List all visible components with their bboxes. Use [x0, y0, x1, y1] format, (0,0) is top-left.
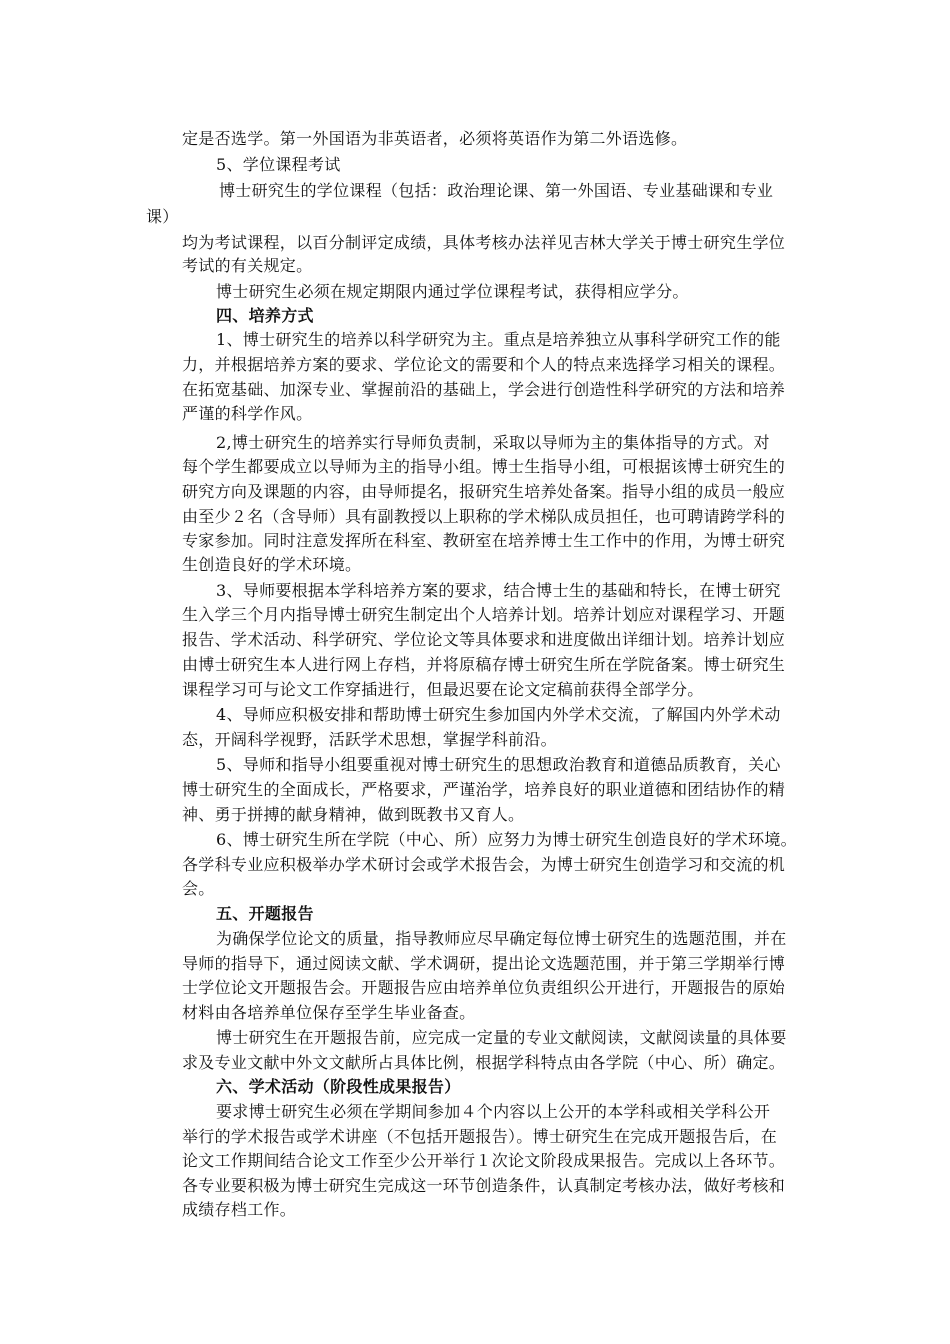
text-line: 求及专业文献中外文文献所占具体比例，根据学科特点由各学院（中心、所）确定。: [182, 1053, 786, 1072]
text-line: 考试的有关规定。: [182, 256, 313, 275]
text-line: 士学位论文开题报告会。开题报告应由培养单位负责组织公开进行，开题报告的原始: [182, 978, 786, 997]
text-line: 研究方向及课题的内容，由导师提名，报研究生培养处备案。指导小组的成员一般应: [182, 482, 786, 501]
section-heading: 六、学术活动（阶段性成果报告）: [216, 1077, 461, 1096]
text-line: 报告、学术活动、科学研究、学位论文等具体要求和进度做出详细计划。培养计划应: [182, 630, 786, 649]
text-line: 态，开阔科学视野，活跃学术思想，掌握学科前沿。: [182, 730, 557, 749]
text-line: 力，并根据培养方案的要求、学位论文的需要和个人的特点来选择学习相关的课程。: [182, 355, 786, 374]
section-heading: 四、培养方式: [216, 306, 314, 325]
text-line: 论文工作期间结合论文工作至少公开举行１次论文阶段成果报告。完成以上各环节。: [182, 1151, 786, 1170]
text-line: 专家参加。同时注意发挥所在科室、教研室在培养博士生工作中的作用，为博士研究: [182, 531, 786, 550]
text-line: 成绩存档工作。: [182, 1200, 297, 1219]
text-line: 举行的学术报告或学术讲座（不包括开题报告）。博士研究生在完成开题报告后，在: [182, 1127, 778, 1146]
paragraph-start: 1、博士研究生的培养以科学研究为主。重点是培养独立从事科学研究工作的能: [216, 330, 781, 349]
paragraph-start: 3、导师要根据本学科培养方案的要求，结合博士生的基础和特长，在博士研究: [216, 581, 781, 600]
text-line: 会。: [182, 879, 215, 898]
text-line: 在拓宽基础、加深专业、掌握前沿的基础上，学会进行创造性科学研究的方法和培养: [182, 380, 786, 399]
section-heading: 5、学位课程考试: [216, 155, 341, 174]
paragraph-start: 为确保学位论文的质量，指导教师应尽早确定每位博士研究生的选题范围，并在: [216, 929, 787, 948]
text-line: 各专业要积极为博士研究生完成这一环节创造条件，认真制定考核办法，做好考核和: [182, 1176, 786, 1195]
paragraph-start: 2,博士研究生的培养实行导师负责制，采取以导师为主的集体指导的方式。对: [216, 433, 770, 452]
paragraph-start: 博士研究生必须在规定期限内通过学位课程考试，获得相应学分。: [216, 282, 689, 301]
text-line: 定是否选学。第一外国语为非英语者，必须将英语作为第二外语选修。: [182, 129, 688, 148]
text-line: 神、勇于拼搏的献身精神，做到既教书又育人。: [182, 805, 525, 824]
paragraph-start: 4、导师应积极安排和帮助博士研究生参加国内外学术交流，了解国内外学术动: [216, 705, 781, 724]
paragraph-start: 博士研究生在开题报告前，应完成一定量的专业文献阅读，文献阅读量的具体要: [216, 1028, 787, 1047]
text-line: 生创造良好的学术环境。: [182, 555, 362, 574]
paragraph-start: 5、导师和指导小组要重视对博士研究生的思想政治教育和道德品质教育，关心: [216, 755, 781, 774]
paragraph-start: 要求博士研究生必须在学期间参加４个内容以上公开的本学科或相关学科公开: [216, 1102, 771, 1121]
text-line: 博士研究生的全面成长，严格要求，严谨治学，培养良好的职业道德和团结协作的精: [182, 780, 786, 799]
text-line: 由至少２名（含导师）具有副教授以上职称的学术梯队成员担任，也可聘请跨学科的: [182, 507, 786, 526]
paragraph-start: 6、博士研究生所在学院（中心、所）应努力为博士研究生创造良好的学术环境。: [216, 830, 797, 849]
text-line: 导师的指导下，通过阅读文献、学术调研，提出论文选题范围，并于第三学期举行博: [182, 954, 786, 973]
paragraph-start: 博士研究生的学位课程（包括：政治理论课、第一外国语、专业基础课和专业: [219, 181, 774, 200]
text-line: 课）: [146, 207, 179, 226]
text-line: 每个学生都要成立以导师为主的指导小组。博士生指导小组，可根据该博士研究生的: [182, 457, 786, 476]
section-heading: 五、开题报告: [216, 904, 314, 923]
text-line: 由博士研究生本人进行网上存档，并将原稿存博士研究生所在学院备案。博士研究生: [182, 655, 786, 674]
text-line: 材料由各培养单位保存至学生毕业备查。: [182, 1003, 476, 1022]
text-line: 生入学三个月内指导博士研究生制定出个人培养计划。培养计划应对课程学习、开题: [182, 605, 786, 624]
text-line: 严谨的科学作风。: [182, 404, 313, 423]
text-line: 课程学习可与论文工作穿插进行，但最迟要在论文定稿前获得全部学分。: [182, 680, 704, 699]
text-line: 各学科专业应积极举办学术研讨会或学术报告会，为博士研究生创造学习和交流的机: [182, 855, 786, 874]
text-line: 均为考试课程，以百分制评定成绩，具体考核办法祥见吉林大学关于博士研究生学位: [182, 233, 786, 252]
